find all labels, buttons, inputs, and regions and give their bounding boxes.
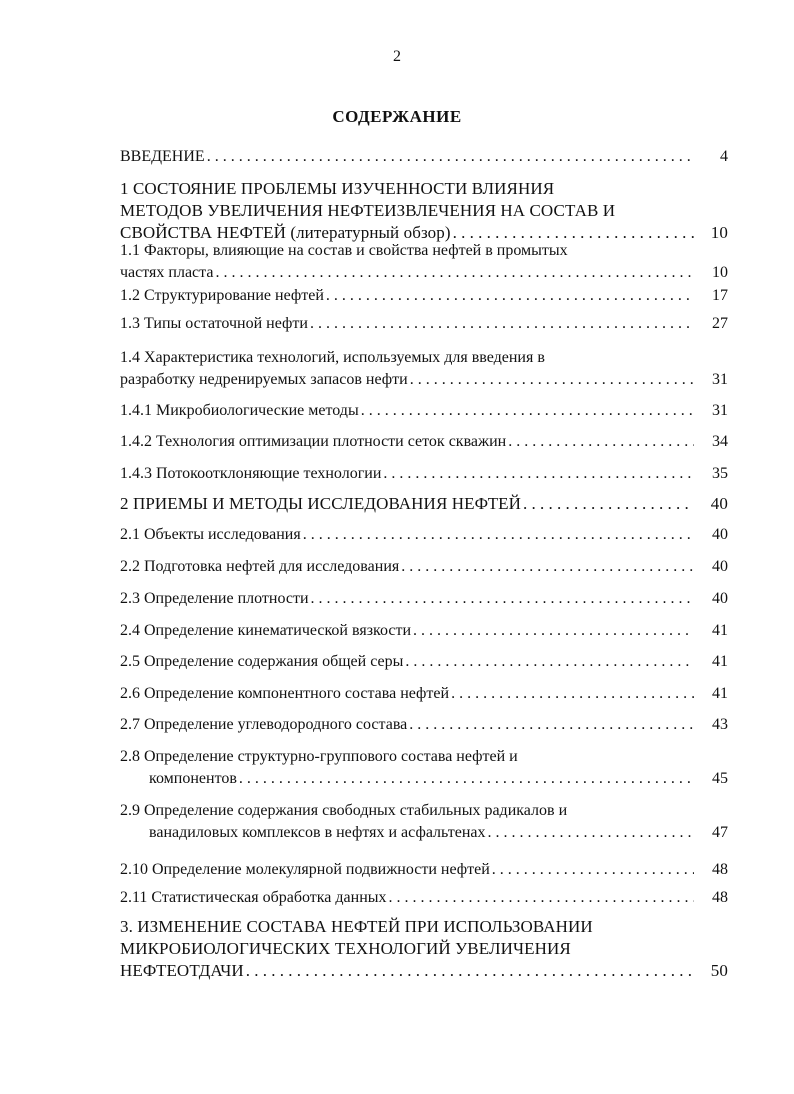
toc-entry-line: МИКРОБИОЛОГИЧЕСКИХ ТЕХНОЛОГИЙ УВЕЛИЧЕНИЯ bbox=[120, 939, 571, 958]
toc-entry-text: 2.7 Определение углеводородного состава bbox=[120, 716, 408, 733]
dot-leader bbox=[399, 556, 694, 578]
dot-leader bbox=[309, 588, 694, 610]
toc-entry-page: 40 bbox=[712, 590, 728, 607]
toc-entry bbox=[120, 285, 754, 307]
toc-entry-text: 2.4 Определение кинематической вязкости bbox=[120, 622, 412, 639]
toc-entry-page: 47 bbox=[712, 824, 728, 841]
toc-entry-page: 27 bbox=[712, 315, 728, 332]
toc-entry bbox=[120, 556, 754, 578]
toc-entry-page: 41 bbox=[712, 622, 728, 639]
toc-entry bbox=[120, 146, 754, 168]
dot-leader bbox=[324, 285, 694, 307]
toc-entry-text: СВОЙСТВА НЕФТЕЙ (литературный обзор) bbox=[120, 223, 451, 242]
toc-entry-line: 1 СОСТОЯНИЕ ПРОБЛЕМЫ ИЗУЧЕННОСТИ ВЛИЯНИЯ bbox=[120, 179, 555, 198]
toc-entry bbox=[120, 524, 754, 546]
toc-entry-page: 4 bbox=[720, 148, 728, 165]
toc-entry-text: 2.6 Определение компонентного состава нефтей bbox=[120, 685, 450, 702]
toc-entry-text: 1.3 Типы остаточной нефти bbox=[120, 315, 308, 332]
dot-leader bbox=[205, 146, 694, 168]
toc-entry-page: 17 bbox=[712, 287, 728, 304]
dot-leader bbox=[387, 887, 694, 909]
toc-entry bbox=[120, 620, 754, 642]
toc-entry-line: 1.4 Характеристика технологий, используемых для введения в bbox=[120, 349, 545, 366]
toc-entry bbox=[120, 493, 754, 515]
dot-leader bbox=[237, 768, 694, 790]
toc-entry-page: 43 bbox=[712, 716, 728, 733]
toc-entry-text: 2 ПРИЕМЫ И МЕТОДЫ ИССЛЕДОВАНИЯ НЕФТЕЙ bbox=[120, 494, 522, 513]
toc-entry-text: 2.11 Статистическая обработка данных bbox=[120, 889, 387, 906]
toc-entry-text: 1.2 Структурирование нефтей bbox=[120, 287, 324, 304]
toc-entry bbox=[120, 240, 754, 284]
toc-entry-page: 10 bbox=[712, 264, 728, 281]
toc-entry-page: 31 bbox=[712, 371, 728, 388]
dot-leader bbox=[408, 369, 694, 391]
toc-entry-text: ВВЕДЕНИЕ bbox=[120, 148, 205, 165]
toc-entry-text: 2.2 Подготовка нефтей для исследования bbox=[120, 558, 400, 575]
toc-entry-line: 2.8 Определение структурно-группового состава нефтей и bbox=[120, 748, 518, 765]
toc-title: СОДЕРЖАНИЕ bbox=[332, 107, 462, 126]
toc-entry-text: 1.4.2 Технология оптимизации плотности сеток скважин bbox=[120, 433, 507, 450]
toc-entry bbox=[120, 887, 754, 909]
toc-entry-page: 50 bbox=[710, 961, 728, 980]
toc-entry bbox=[120, 683, 754, 705]
dot-leader bbox=[485, 822, 694, 844]
toc-entry bbox=[120, 859, 754, 881]
toc-entry-page: 31 bbox=[712, 402, 728, 419]
toc-entry-text: 2.10 Определение молекулярной подвижности нефтей bbox=[120, 861, 490, 878]
toc-entry-page: 10 bbox=[710, 223, 728, 242]
dot-leader bbox=[506, 431, 694, 453]
toc-entry-text: 1.4.3 Потокоотклоняющие технологии bbox=[120, 465, 382, 482]
toc-entry-page: 40 bbox=[710, 494, 728, 513]
dot-leader bbox=[244, 960, 694, 982]
dot-leader bbox=[301, 524, 694, 546]
toc-entry-text: разработку недренируемых запасов нефти bbox=[120, 371, 408, 388]
toc-entry bbox=[120, 463, 754, 485]
dot-leader bbox=[213, 262, 694, 284]
toc-entry-text: 2.5 Определение содержания общей серы bbox=[120, 653, 404, 670]
dot-leader bbox=[411, 620, 694, 642]
toc-entry-page: 34 bbox=[712, 433, 728, 450]
dot-leader bbox=[381, 463, 694, 485]
toc-entry bbox=[120, 800, 754, 844]
page-number: 2 bbox=[393, 48, 401, 65]
dot-leader bbox=[521, 493, 694, 515]
toc-entry bbox=[120, 651, 754, 673]
toc-entry-text: компонентов bbox=[149, 770, 237, 787]
toc-entry-text: частях пласта bbox=[120, 264, 214, 281]
toc-entry-text: НЕФТЕОТДАЧИ bbox=[120, 961, 244, 980]
toc-entry-page: 48 bbox=[712, 861, 728, 878]
toc-entry-line: МЕТОДОВ УВЕЛИЧЕНИЯ НЕФТЕИЗВЛЕЧЕНИЯ НА СОСТАВ И bbox=[120, 201, 616, 220]
dot-leader bbox=[308, 313, 694, 335]
dot-leader bbox=[403, 651, 694, 673]
toc-entry-line: 2.9 Определение содержания свободных стабильных радикалов и bbox=[120, 802, 568, 819]
toc-entry-text: 2.1 Объекты исследования bbox=[120, 526, 301, 543]
toc-entry-text: 1.4.1 Микробиологические методы bbox=[120, 402, 359, 419]
dot-leader bbox=[359, 400, 694, 422]
toc-entry bbox=[120, 916, 754, 982]
toc-entry bbox=[120, 347, 754, 391]
toc-entry bbox=[120, 313, 754, 335]
toc-entry bbox=[120, 178, 754, 244]
toc-entry-line: 1.1 Факторы, влияющие на состав и свойства нефтей в промытых bbox=[120, 242, 568, 259]
toc-entry-line: 3. ИЗМЕНЕНИЕ СОСТАВА НЕФТЕЙ ПРИ ИСПОЛЬЗОВАНИИ bbox=[120, 917, 593, 936]
toc-entry-page: 48 bbox=[712, 889, 728, 906]
toc-entry-text: 2.3 Определение плотности bbox=[120, 590, 309, 607]
toc-entry-page: 40 bbox=[712, 526, 728, 543]
toc-entry-page: 45 bbox=[712, 770, 728, 787]
toc-entry-page: 41 bbox=[712, 685, 728, 702]
toc-entry-page: 35 bbox=[712, 465, 728, 482]
toc-entry-page: 41 bbox=[712, 653, 728, 670]
dot-leader bbox=[407, 714, 694, 736]
dot-leader bbox=[449, 683, 694, 705]
toc-entry bbox=[120, 431, 754, 453]
dot-leader bbox=[490, 859, 694, 881]
toc-entry-page: 40 bbox=[712, 558, 728, 575]
toc-entry bbox=[120, 746, 754, 790]
toc-entry bbox=[120, 588, 754, 610]
toc-entry bbox=[120, 400, 754, 422]
toc-entry bbox=[120, 714, 754, 736]
toc-entry-text: ванадиловых комплексов в нефтях и асфальтенах bbox=[149, 824, 486, 841]
